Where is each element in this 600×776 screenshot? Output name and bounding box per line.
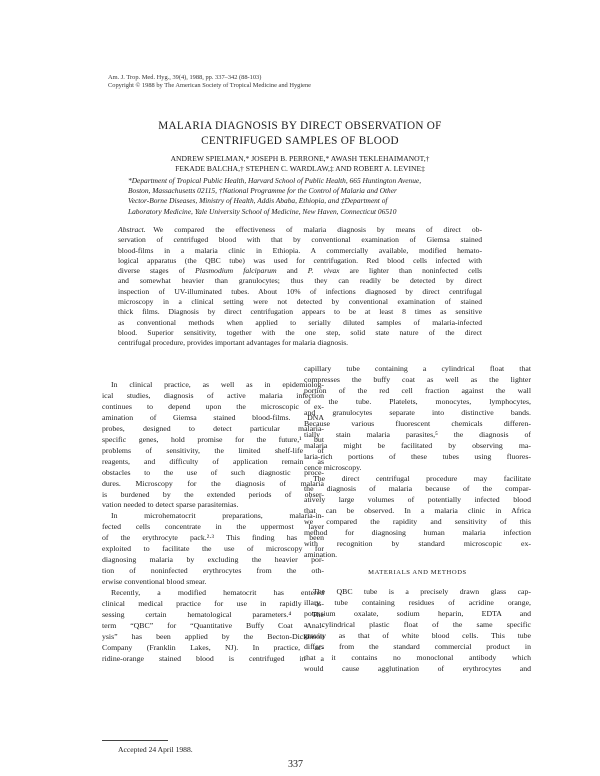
body-line: cence microscopy.: [304, 462, 362, 472]
affiliation-line: Laboratory Medicine, Yale University School of Medicine, New Haven, Connecticut 06510: [128, 206, 397, 216]
footnote-rule: [102, 740, 168, 741]
body-line: clinical medical practice for use in rapidly as-: [102, 599, 324, 609]
body-line: is burdened by the extended periods of obser-: [102, 489, 324, 499]
body-line: ical studies, diagnosis of active malaria infection: [102, 390, 324, 400]
body-line: Company (Franklin Lakes, NJ). In practice, ac-: [102, 642, 324, 652]
body-line: vation needed to detect sparse parasitemias.: [102, 500, 239, 510]
right-column: [304, 364, 531, 675]
body-line: capillary tube containing a cylindrical float that: [304, 364, 531, 373]
paragraph-capillary: [304, 364, 531, 474]
body-line: would cause agglutination of erythrocytes and: [304, 663, 531, 673]
body-line: continues to depend upon the microscopic ex-: [102, 401, 324, 411]
affiliations: [128, 176, 474, 217]
article-title: [90, 119, 510, 148]
abstract-line: and somewhat heavier than granulocytes; thus they can readily be detected by direct: [118, 276, 482, 286]
body-line: differs from the standard commercial product in: [304, 641, 531, 651]
journal-header: [108, 74, 488, 90]
author-list: [90, 154, 510, 174]
journal-copyright: Copyright © 1988 by The American Society of Tropical Medicine and Hygiene: [108, 82, 311, 89]
body-line: compresses the buffy coat as well as the lighter: [304, 374, 531, 384]
body-line: In microhematocrit preparations, malaria-in-: [111, 511, 324, 521]
species-name: Plasmodium falciparum: [195, 266, 277, 276]
abstract: [118, 225, 482, 349]
body-line: ysis” has been applied by the Becton-Dickinson: [102, 631, 324, 641]
body-line: reagents, and difficulty of application remain as: [102, 456, 324, 466]
body-line: the diagnosis of malaria because of the compar-: [304, 484, 531, 494]
abstract-line: logical apparatus (the QBC tube) was used for centrifugation. Red blood cells infected with: [118, 255, 482, 265]
body-line: a cylindrical plastic float of the same specific: [304, 619, 531, 629]
body-line: Because various fluorescent chemicals differen-: [304, 418, 531, 428]
abstract-line: [118, 225, 482, 235]
footnote-accepted: Accepted 24 April 1988.: [118, 745, 193, 754]
abstract-line: centrifugal procedure, provides important advantages for malaria diagnosis.: [118, 338, 349, 348]
body-line: sessing certain hematological parameters.⁴ The: [102, 610, 324, 620]
body-line: exploited to facilitate the use of microscopy for: [102, 544, 324, 554]
paragraph-qbc-tube: [304, 587, 531, 675]
species-name: P. vivax: [307, 266, 340, 276]
body-line: that can be observed. In a malaria clinic in Africa: [304, 506, 531, 516]
body-line: The QBC tube is a precisely drawn glass cap-: [313, 587, 531, 597]
author-line: FEKADE BALCHA,† STEPHEN C. WARDLAW,‡ AND ROBERT A. LEVINE‡: [175, 164, 425, 174]
body-line: The direct centrifugal procedure may facilitate: [313, 473, 531, 483]
body-line: dures. Microscopy for the diagnosis of malaria: [102, 478, 324, 488]
abstract-line: thick films. Diagnosis by direct centrifugation appears to be at least 8 times as sensitive: [118, 307, 482, 317]
page-number: 337: [288, 759, 303, 770]
affiliation-line: *Department of Tropical Public Health, Harvard School of Public Health, 665 Huntington Avenue,: [128, 176, 422, 185]
abstract-line: blood. Superior sensitivity, together with the one step, solid state nature of the direct: [118, 327, 482, 337]
body-line: laria-rich portions of these tubes using fluores-: [304, 451, 531, 461]
title-line: MALARIA DIAGNOSIS BY DIRECT OBSERVATION OF: [158, 120, 442, 132]
paragraph-microhematocrit: [102, 511, 324, 588]
body-line: gravity as that of white blood cells. This tube: [304, 630, 531, 640]
body-line: we compared the rapidity and sensitivity of this: [304, 517, 531, 527]
journal-citation: Am. J. Trop. Med. Hyg., 39(4), 1988, pp. 337–342 (88-103): [108, 74, 262, 81]
body-line: amination of Giemsa stained blood-films. DNA: [102, 412, 324, 422]
body-line: fected cells concentrate in the uppermost layer: [102, 522, 324, 532]
title-line: CENTRIFUGED SAMPLES OF BLOOD: [201, 134, 399, 147]
author-line: ANDREW SPIELMAN,* JOSEPH B. PERRONE,* AWASH TEKLEHAIMANOT,†: [170, 154, 430, 163]
body-line: portion of the red cell fraction against the wall: [304, 385, 531, 395]
body-line: obstacles to the use of such diagnostic proce-: [102, 467, 324, 477]
body-line: atively large volumes of potentially infected blood: [304, 495, 531, 505]
body-line: method for diagnosing human malaria infection: [304, 528, 531, 538]
abstract-label: Abstract.: [118, 225, 146, 234]
body-line: that it contains no monoclonal antibody which: [304, 652, 531, 662]
body-line: amination.: [304, 550, 338, 560]
affiliation-line: Vector-Borne Diseases, Ministry of Health, Addis Ababa, Ethiopia, and ‡Department of: [128, 196, 388, 206]
body-line: of the tube. Platelets, monocytes, lymphocytes,: [304, 396, 531, 406]
section-heading: MATERIALS AND METHODS: [368, 569, 467, 577]
body-line: tially stain malaria parasites,⁵ the diagnosis of: [304, 429, 531, 439]
body-line: erwise conventional blood smear.: [102, 577, 207, 587]
abstract-line: as conventional methods when applied to serially diluted samples of malaria-infected: [118, 317, 482, 327]
paragraph-direct-centrifugal: [304, 474, 531, 562]
body-line: illary tube containing residues of acridine orange,: [304, 598, 531, 608]
abstract-line: servation of centrifuged blood with that by conventional examination of Giemsa stained: [118, 235, 482, 245]
abstract-line: diverse stages of Plasmodium falciparum and P. vivax are lighter than noninfected cells: [118, 266, 483, 276]
abstract-line: blood-films in a malaria clinic in Ethiopia. A commercially available, modified hemato-: [118, 245, 482, 255]
body-line: specific genes, hold promise for the future,¹ but: [102, 434, 324, 444]
body-line: Recently, a modified hematocrit has entered: [111, 588, 324, 598]
body-line: of the erythrocyte pack.²·³ This finding has been: [102, 533, 324, 543]
abstract-line: microscopy in a clinical setting were not detected by conventional examination of stained: [118, 297, 482, 307]
body-line: probes, designed to detect particular malaria-: [102, 423, 324, 433]
body-line: malaria might be facilitated by observing ma-: [304, 440, 531, 450]
body-line: ridine-orange stained blood is centrifuged in a: [102, 653, 324, 663]
body-line: term “QBC” for “Quantitative Buffy Coat Anal-: [102, 620, 324, 630]
body-line: In clinical practice, as well as in epidemiolog-: [111, 380, 324, 389]
body-line: potassium oxalate, sodium heparin, EDTA and: [304, 609, 531, 619]
left-column: [102, 380, 324, 665]
body-line: with recognition by standard microscopic ex-: [304, 539, 531, 549]
paragraph-intro: [102, 380, 324, 511]
abstract-line: inspection of UV-illuminated tubes. About 10% of infections diagnosed by direct centrifugal: [118, 286, 482, 296]
affiliation-line: Boston, Massachusetts 02115, †National Programme for the Control of Malaria and Other: [128, 186, 397, 196]
body-line: tion of noninfected erythrocytes from the oth-: [102, 566, 324, 576]
body-line: problems of sensitivity, the limited shelf-life of: [102, 445, 324, 455]
body-line: and granulocytes separate into distinctive bands.: [304, 407, 531, 417]
body-line: diagnosing malaria by excluding the heavier por-: [102, 555, 324, 565]
abstract-text: We compared the effectiveness of malaria diagnosis by means of direct ob-: [153, 225, 482, 234]
paragraph-qbc: [102, 588, 324, 665]
